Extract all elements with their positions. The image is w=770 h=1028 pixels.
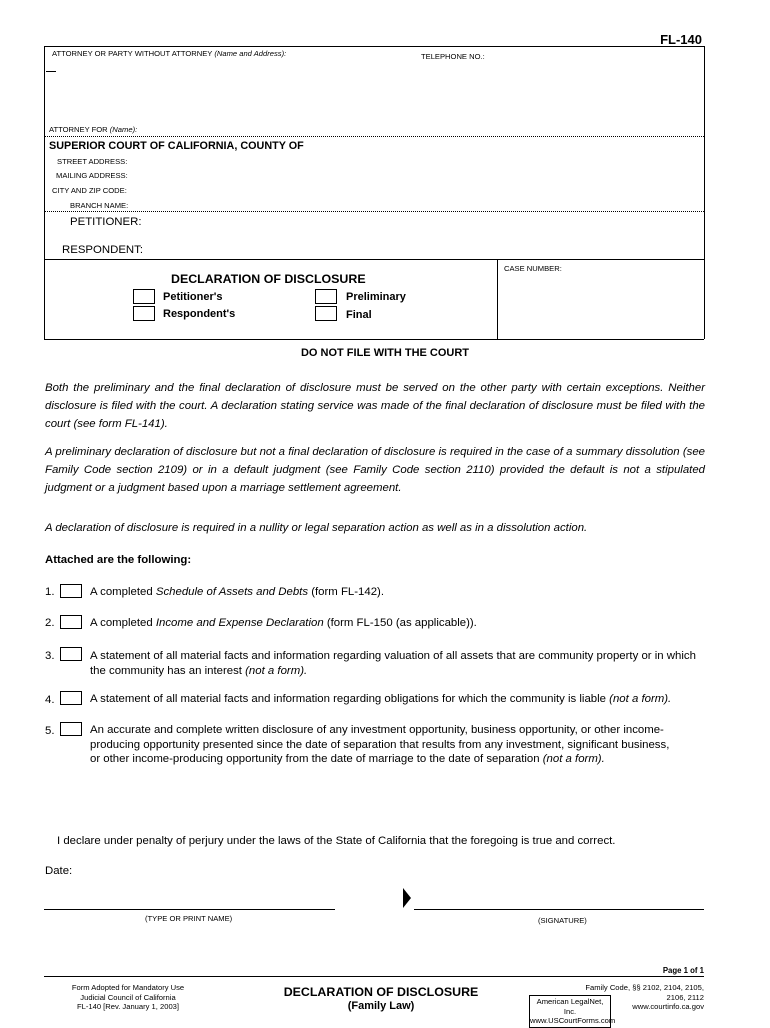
attached-heading: Attached are the following: [45,554,192,566]
do-not-file-notice: DO NOT FILE WITH THE COURT [300,347,470,359]
footer-right: Family Code, §§ 2102, 2104, 2105, 2106, 2112 www.courtinfo.ca.gov [585,983,704,1011]
footer-subtitle: (Family Law) [347,1000,415,1012]
item-5-text: An accurate and complete written disclosure of any investment opportunity, business opportunity, or other income-producing opportunity presented since the date of separation that results from any investment, significant business, or other income-producing opportunity from the date of marriage to the date of separation (not a form). [90,724,670,765]
signature-line[interactable] [414,909,704,910]
name-line[interactable] [44,909,335,910]
petitioner-label: PETITIONER: [70,216,142,228]
signature-arrow-icon [402,888,412,908]
petitioners-option-label: Petitioner's [163,291,223,303]
respondent-label: RESPONDENT: [62,244,144,256]
petitioners-checkbox[interactable] [133,289,155,304]
item-1-text: A completed Schedule of Assets and Debts (form FL-142). [90,586,384,598]
item-4-text: A statement of all material facts and information regarding obligations for which the community is liable (not a form). [90,693,672,705]
mailing-address-label: MAILING ADDRESS: [56,171,128,180]
telephone-label: TELEPHONE NO.: [421,52,485,61]
header-left-border [44,46,45,339]
footer-left: Form Adopted for Mandatory Use Judicial Council of California FL-140 [Rev. January 1, 2003] [71,983,185,1011]
item-3-checkbox[interactable] [60,647,82,661]
paragraph-2: A preliminary declaration of disclosure but not a final declaration of disclosure is required in the case of a summary dissolution (see Family Code section 2109) or in a default judgment (see Family Code section 2110) provided the default is not a stipulated judgment or a judgment based upon a marriage settlement agreement. [45,446,705,494]
header-top-border [44,46,704,47]
page-number: Page 1 of 1 [662,966,704,975]
item-4-checkbox[interactable] [60,691,82,705]
item-3-text: A statement of all material facts and information regarding valuation of all assets that are community property or in which the community has an interest (not a form). [90,650,696,677]
item-5-number: 5. [45,725,55,737]
form-number: FL-140 [660,32,702,47]
header-right-border [704,46,705,339]
item-3-number: 3. [45,650,55,662]
document-title: DECLARATION OF DISCLOSURE [171,272,366,286]
item-2-number: 2. [45,617,55,629]
court-title: SUPERIOR COURT OF CALIFORNIA, COUNTY OF [49,140,304,152]
divider [44,136,704,137]
signature-caption: (SIGNATURE) [538,916,587,925]
paragraph-1: Both the preliminary and the final declaration of disclosure must be served on the other party with certain exceptions. Neither disclosure is filed with the court. A declaration stating service was made of the final declaration of disclosure must be filed with the court (see form FL-141). [45,382,705,430]
item-5-checkbox[interactable] [60,722,82,736]
final-option-label: Final [346,309,372,321]
attorney-label: ATTORNEY OR PARTY WITHOUT ATTORNEY (Name and Address): [52,49,287,58]
city-zip-label: CITY AND ZIP CODE: [52,186,127,195]
publisher-box: American LegalNet, Inc. www.USCourtForms.com [529,995,611,1028]
footer-title: DECLARATION OF DISCLOSURE [283,985,479,999]
attorney-name-field[interactable] [46,71,56,72]
perjury-declaration: I declare under penalty of perjury under the laws of the State of California that the foregoing is true and correct. [57,835,616,847]
street-address-label: STREET ADDRESS: [57,157,128,166]
item-2-text: A completed Income and Expense Declaration (form FL-150 (as applicable)). [90,617,477,629]
respondents-option-label: Respondent's [163,308,236,320]
item-1-number: 1. [45,586,55,598]
preliminary-checkbox[interactable] [315,289,337,304]
final-checkbox[interactable] [315,306,337,321]
header-bottom-border [44,339,704,340]
paragraph-3: A declaration of disclosure is required in a nullity or legal separation action as well as in a dissolution action. [45,522,588,534]
item-1-checkbox[interactable] [60,584,82,598]
preliminary-option-label: Preliminary [346,291,406,303]
item-4-number: 4. [45,694,55,706]
footer-divider [44,976,704,977]
case-number-divider [497,259,498,339]
item-2-checkbox[interactable] [60,615,82,629]
respondents-checkbox[interactable] [133,306,155,321]
divider [44,211,704,212]
name-caption: (TYPE OR PRINT NAME) [145,914,233,923]
case-number-label: CASE NUMBER: [504,264,562,273]
date-label: Date: [45,865,73,877]
attorney-for-label: ATTORNEY FOR (Name): [49,125,138,134]
divider [44,259,704,260]
branch-name-label: BRANCH NAME: [70,201,129,210]
